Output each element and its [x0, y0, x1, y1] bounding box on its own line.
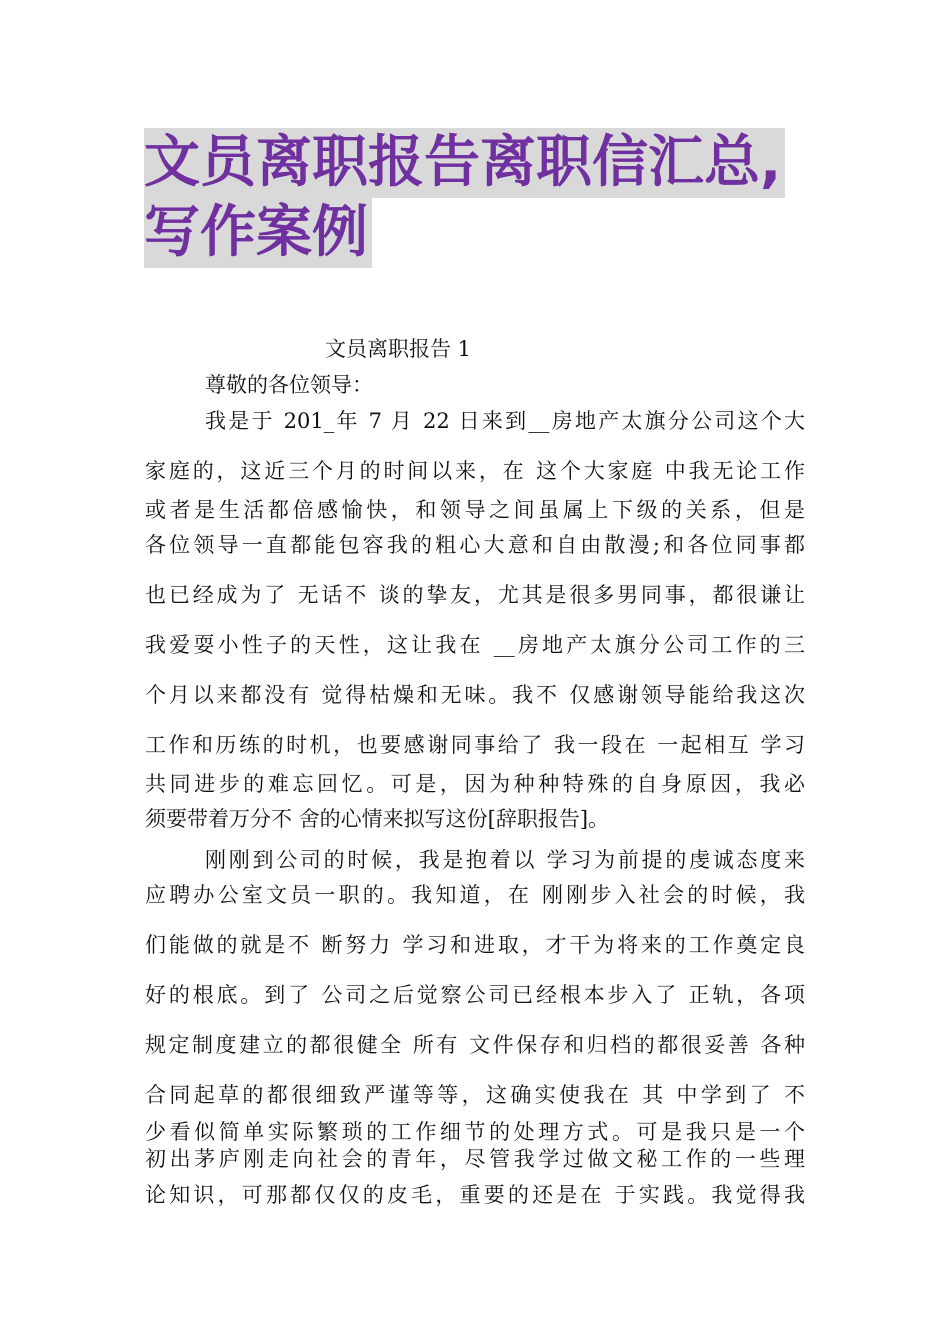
- body-line-5: 也已经成为了 无话不 谈的挚友，尤其是很多男同事，都很谦让: [145, 583, 805, 607]
- body-line-7: 个月以来都没有 觉得枯燥和无味。我不 仅感谢领导能给我这次: [145, 683, 805, 707]
- salutation: 尊敬的各位领导：: [205, 373, 373, 397]
- body-line-15: 规定制度建立的都很健全 所有 文件保存和归档的都很妥善 各种: [145, 1033, 805, 1057]
- document-title: [144, 128, 824, 268]
- body-line-16: 合同起草的都很细致严谨等等，这确实使我在 其 中学到了 不: [145, 1083, 805, 1107]
- title-line-1: 文员离职报告离职信汇总,: [144, 128, 785, 198]
- body-line-3: 或者是生活都倍感愉快，和领导之间虽属上下级的关系，但是: [145, 498, 805, 522]
- body-line-4: 各位领导一直都能包容我的粗心大意和自由散漫;和各位同事都: [145, 533, 805, 557]
- body-line-13: 们能做的就是不 断努力 学习和进取，才干为将来的工作奠定良: [145, 933, 805, 957]
- body-line-11: 刚刚到公司的时候，我是抱着以 学习为前提的虔诚态度来: [205, 848, 805, 872]
- body-line-1: 我是于 201_年 7 月 22 日来到__房地产太旗分公司这个大: [205, 409, 805, 433]
- body-line-6: 我爱耍小性子的天性，这让我在 __房地产太旗分公司工作的三: [145, 633, 805, 657]
- body-line-8: 工作和历练的时机，也要感谢同事给了 我一段在 一起相互 学习: [145, 733, 805, 757]
- section-heading: 文员离职报告 1: [325, 337, 472, 361]
- title-line-2: 写作案例: [144, 198, 372, 268]
- body-line-19: 论知识，可那都仅仅的皮毛，重要的还是在 于实践。我觉得我: [145, 1183, 805, 1207]
- body-line-12: 应聘办公室文员一职的。我知道，在 刚刚步入社会的时候，我: [145, 883, 805, 907]
- body-line-18: 初出茅庐刚走向社会的青年，尽管我学过做文秘工作的一些理: [145, 1147, 805, 1171]
- body-line-14: 好的根底。到了 公司之后觉察公司已经根本步入了 正轨，各项: [145, 983, 805, 1007]
- body-line-2: 家庭的，这近三个月的时间以来，在 这个大家庭 中我无论工作: [145, 459, 805, 483]
- body-line-9: 共同进步的难忘回忆。可是，因为种种特殊的自身原因，我必: [145, 772, 805, 796]
- body-line-10: 须要带着万分不 舍的心情来拟写这份[辞职报告]。: [145, 807, 610, 831]
- body-line-17: 少看似简单实际繁琐的工作细节的处理方式。可是我只是一个: [145, 1120, 805, 1144]
